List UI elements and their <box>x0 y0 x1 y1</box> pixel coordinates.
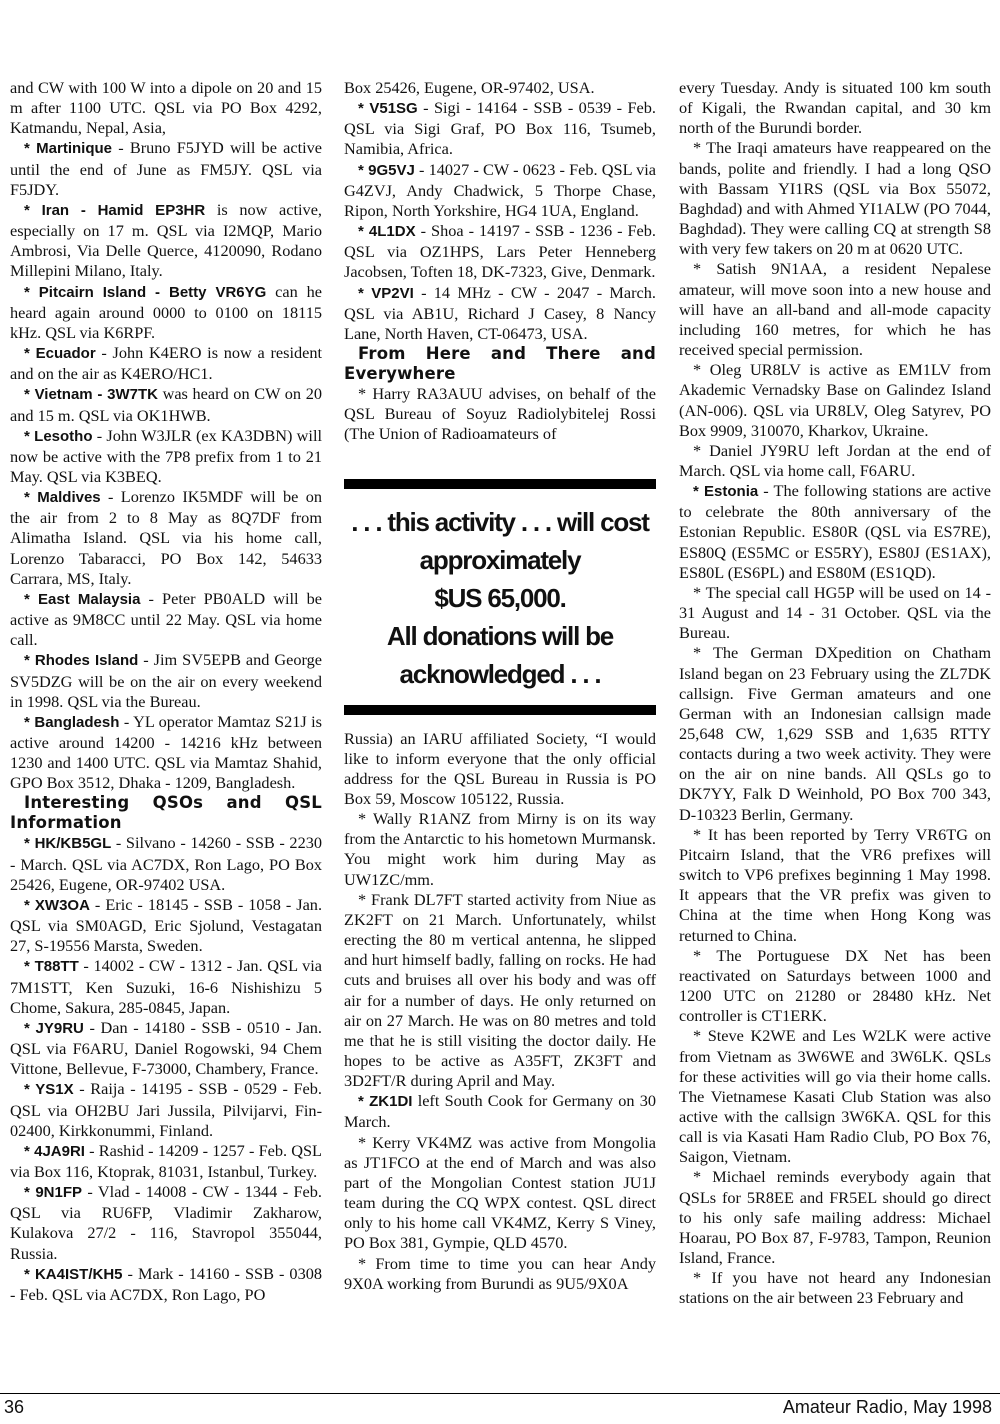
paragraph <box>344 1091 656 1132</box>
paragraph <box>10 712 322 794</box>
paragraph <box>679 441 991 481</box>
pull-quote-line-4: All donations will be <box>386 620 614 651</box>
entry-text: was heard on CW on 20 and 15 m. QSL via OK1HWB. <box>10 384 322 425</box>
entry-text: * Harry RA3AUU advises, on behalf of the QSL Bureau of Soyuz Radiolybitelej Rossi (The Union of Radioamateurs of <box>344 384 656 444</box>
column-2-bottom <box>344 729 656 1294</box>
paragraph <box>679 946 991 1027</box>
paragraph <box>10 956 322 1017</box>
entry-text: - Bruno F5JYD will be active until the end of June as FM5JY. QSL via F5JDY. <box>10 138 322 199</box>
entry-lead: * Vietnam - 3W7TK <box>24 386 158 404</box>
entry-lead: * Iran - Hamid EP3HR <box>24 201 206 219</box>
entry-text: - 14027 - CW - 0623 - Feb. QSL via G4ZVJ, Andy Chadwick, 5 Thorpe Chase, Ripon, North Yorkshire, HG4 1UA, England. <box>344 159 656 220</box>
paragraph <box>679 138 991 259</box>
paragraph <box>679 481 991 583</box>
entry-text: is now active, especially on 17 m. QSL via I2MQP, Mario Ambrosi, Via Delle Querce, 4120090, Rodano Millepini Milano, Italy. <box>10 199 322 281</box>
entry-lead: * Estonia <box>693 483 759 501</box>
column-2 <box>344 78 656 1294</box>
paragraph <box>10 426 322 487</box>
entry-text: * Kerry VK4MZ was active from Mongolia as JT1FCO at the end of March and was also part of the Mongolian Contest station JU1J team during the CQ WPX contest. QSL direct only to his home call VK4MZ, Kerry S Viney, PO Box 381, Gympie, QLD 4570. <box>344 1132 656 1253</box>
paragraph <box>679 643 991 824</box>
entry-text: - Peter PB0ALD will be active as 9M8CC until 22 May. QSL via home call. <box>10 588 323 650</box>
entry-lead: * 9N1FP <box>24 1184 83 1202</box>
entry-text: - Raija - 14195 - SSB - 0529 - Feb. QSL via OH2BU Jari Jussila, Pilvijarvi, Fin-02400, Kirkkonummi, Finland. <box>10 1079 322 1140</box>
paragraph <box>10 1264 322 1305</box>
entry-text: * The special call HG5P will be used on 14 - 31 August and 14 - 31 October. QSL via the Bureau. <box>679 582 991 643</box>
entry-text: - The following stations are active to celebrate the 80th anniversary of the Estonian Republic. ES80R (QSL via ES7RE), ES80Q (ES5MC or ES5RY), ES80J (ES1AX), ES80L (ES6PL) and ES80M (ES1QD). <box>679 481 991 582</box>
entry-text: * The Iraqi amateurs have reappeared on the bands, polite and friendly. I had a long QSO with Bassam YI1RS (QSL via Box 55072, Baghdad) and with Ahmed YI1ALW (PO 7044, Baghdad). They were calling CQ at strength S8 with very few takers on 20 m at 0620 UTC. <box>679 138 991 259</box>
entry-lead: * 4JA9RI <box>24 1142 85 1160</box>
pull-quote-line-1: . . . this activity . . . will cost <box>351 506 649 537</box>
entry-lead: * V51SG <box>358 100 418 118</box>
column-1 <box>10 78 322 1305</box>
entry-text: - Dan - 14180 - SSB - 0510 - Jan. QSL via F6ARU, Daniel Rogowski, 94 Chem Vittone, Bellevue, F-73000, Chambery, France. <box>10 1017 323 1079</box>
entry-lead: * YS1X <box>24 1081 74 1099</box>
entry-lead: * ZK1DI <box>358 1093 413 1111</box>
entry-text: can he heard again around 0000 to 0100 on 18115 kHz. QSL via K6RPF. <box>10 281 322 342</box>
entry-lead: * XW3OA <box>24 896 90 914</box>
entry-text: * Frank DL7FT started activity from Niue as ZK2FT on 21 March. Unfortunately, whilst erecting the 80 m vertical antenna, he slipped and hurt himself badly, falling on rocks. He had cuts and bruises all over his body and was off air for a number of days. He only returned on air on 27 March. He was on 80 metres and told me that he is still visiting the doctor daily. He hopes to be active as A35FT, ZK3FT and 3D2FT/R during April and May. <box>344 889 656 1091</box>
entry-lead: * East Malaysia <box>24 590 141 608</box>
paragraph <box>344 729 656 810</box>
paragraph <box>10 1018 322 1079</box>
paragraph <box>344 809 656 890</box>
entry-lead: * Rhodes Island <box>24 652 139 670</box>
paragraph <box>344 890 656 1092</box>
paragraph <box>679 1167 991 1268</box>
entry-text: - YL operator Mamtaz S21J is active around 14200 - 14216 kHz between 1230 and 1400 UTC. QSL via Mamtaz Shahid, GPO Box 3512, Dhaka - 1209, Bangladesh. <box>10 711 322 793</box>
entry-text: * If you have not heard any Indonesian stations on the air between 23 February and <box>679 1268 991 1308</box>
entry-text: * Satish 9N1AA, a resident Nepalese amateur, will move soon into a new house and will have an all-band and all-mode capacity including 160 metres, for which he has received special permission. <box>679 259 991 360</box>
paragraph <box>344 384 656 444</box>
entry-lead: * Lesotho <box>24 427 93 445</box>
entry-lead: * T88TT <box>24 958 79 976</box>
entry-text: * Wally R1ANZ from Mirny is on its way from the Antarctic to his hometown Murmansk. You might work him during May as UW1ZC/mm. <box>344 809 656 889</box>
entry-lead: * HK/KB5GL <box>24 835 112 853</box>
paragraph <box>10 650 322 711</box>
paragraph <box>10 1079 322 1140</box>
entry-text: - Shoa - 14197 - SSB - 1236 - Feb. QSL via OZ1HPS, Lars Peter Henneberg Jacobsen, Toften 18, DK-7323, Give, Denmark. <box>344 221 656 282</box>
entry-text: - Silvano - 14260 - SSB - 2230 - March. QSL via AC7DX, Ron Lago, PO Box 25426, Eugene, OR-97402 USA. <box>10 833 322 894</box>
paragraph <box>344 221 656 282</box>
entry-text: Russia) an IARU affiliated Society, “I would like to inform everyone that the only official address for the QSL Bureau in Russia is PO Box 59, Moscow 105122, Russia. <box>344 728 656 808</box>
entry-lead: * Bangladesh <box>24 713 120 731</box>
entry-text: - John K4ERO is now a resident and on the air as K4ERO/HC1. <box>10 343 322 384</box>
paragraph <box>679 583 991 643</box>
entry-text: every Tuesday. Andy is situated 100 km south of Kigali, the Rwandan capital, and 30 km north of the Burundi border. <box>679 78 991 138</box>
entry-text: * From time to time you can hear Andy 9X0A working from Burundi as 9U5/9X0A <box>344 1253 656 1293</box>
entry-lead: * Ecuador <box>24 345 96 363</box>
paragraph <box>679 1268 991 1308</box>
entry-text: - 14002 - CW - 1312 - Jan. QSL via 7M1STT, Ken Suzuki, 16-6 Nishishizu 5 Chome, Sakura, 285-0845, Japan. <box>10 956 322 1017</box>
footer-rule <box>0 1393 1000 1394</box>
entry-text: - Sigi - 14164 - SSB - 0539 - Feb. QSL via Sigi Graf, PO Box 116, Tsumeb, Namibia, Africa. <box>344 98 656 159</box>
magazine-footer: Amateur Radio, May 1998 <box>782 1397 992 1417</box>
entry-text: * Daniel JY9RU left Jordan at the end of March. QSL via home call, F6ARU. <box>679 440 991 480</box>
pull-quote-box <box>344 479 656 715</box>
entry-text: - Lorenzo IK5MDF will be on the air from 2 to 8 May as 8Q7DF from Alimatha Island. QSL via his home call, Lorenzo Tabaracci, PO Box 142, 54633 Carrara, MS, Italy. <box>10 487 323 588</box>
paragraph <box>10 833 322 894</box>
paragraph <box>10 78 322 138</box>
paragraph <box>679 360 991 441</box>
entry-text: * It has been reported by Terry VR6TG on Pitcairn Island, that the VR6 prefixes will switch to VP6 prefixes beginning 1 May 1998. It appears that the VR prefix was given to China at the time when Hong Kong was returned to China. <box>679 824 991 945</box>
entry-text: * Steve K2WE and Les W2LK were active from Vietnam as 3W6WE and 3W6LK. QSLs for these activities will go via their home calls. The Vietnamese Kasati Club Station was also active with the callsign 3W6KA. QSL for this call is via Kasati Ham Radio Club, PO Box 76, Saigon, Vietnam. <box>679 1026 991 1167</box>
entry-text: - Eric - 18145 - SSB - 1058 - Jan. QSL via SM0AGD, Eric Sjolund, Vestagatan 27, S-19556 Marsta, Sweden. <box>10 894 323 956</box>
paragraph <box>679 259 991 360</box>
section-heading: From Here and There and Everywhere <box>344 344 656 384</box>
column-3 <box>679 78 991 1309</box>
paragraph <box>344 98 656 159</box>
paragraph <box>679 1026 991 1167</box>
entry-text: - Vlad - 14008 - CW - 1344 - Feb. QSL via RU6FP, Vladimir Zakharow, Kulakova 27/2 - 116, Stavropol 355044, Russia. <box>10 1182 322 1263</box>
paragraph <box>10 1182 322 1264</box>
paragraph <box>10 895 322 956</box>
entry-text: Box 25426, Eugene, OR-97402, USA. <box>344 78 595 97</box>
paragraph <box>10 200 322 282</box>
pull-quote-line-5: acknowledged . . . <box>399 658 601 689</box>
paragraph <box>344 283 656 344</box>
entry-text: and CW with 100 W into a dipole on 20 and 15 m after 1100 UTC. QSL via PO Box 4292, Katmandu, Nepal, Asia, <box>10 78 322 138</box>
paragraph <box>679 78 991 138</box>
entry-text: left South Cook for Germany on 30 March. <box>344 1091 657 1132</box>
page-number: 36 <box>4 1397 25 1417</box>
entry-text: - Mark - 14160 - SSB - 0308 - Feb. QSL via AC7DX, Ron Lago, PO <box>10 1263 322 1304</box>
entry-text: * Oleg UR8LV is active as EM1LV from Akademic Vernadsky Base on Galindez Island (AN-006). QSL via UR8LV, Oleg Satyrev, PO Box 9909, 310070, Kharkov, Ukraine. <box>679 360 991 440</box>
entry-lead: * JY9RU <box>24 1019 84 1037</box>
entry-lead: * Martinique <box>24 140 112 158</box>
entry-lead: * Pitcairn Island - Betty VR6YG <box>24 283 267 301</box>
entry-text: - Jim SV5EPB and George SV5DZG will be on the air on every weekend in 1998. QSL via the Bureau. <box>10 650 322 711</box>
entry-lead: * 9G5VJ <box>358 161 415 179</box>
paragraph <box>10 282 322 343</box>
pull-quote-line-3: $US 65,000. <box>434 582 566 613</box>
entry-lead: * KA4IST/KH5 <box>24 1265 123 1283</box>
paragraph <box>10 487 322 589</box>
entry-text: - 14 MHz - CW - 2047 - March. QSL via AB1U, Richard J Casey, 8 Nancy Lane, North Haven, CT-06473, USA. <box>344 282 656 343</box>
paragraph <box>10 138 322 199</box>
paragraph <box>344 160 656 221</box>
column-2-top <box>344 78 656 445</box>
entry-text: * Michael reminds everybody again that QSLs for 5R8EE and FR5EL should go direct to his only safe mailing address: Michael Hoarau, PO Box 87, F-9783, Tampon, Reunion Island, France. <box>679 1167 991 1268</box>
paragraph <box>10 384 322 425</box>
pull-quote-line-2: approximately <box>419 544 581 575</box>
paragraph <box>679 825 991 946</box>
paragraph <box>10 343 322 384</box>
entry-text: * The Portuguese DX Net has been reactivated on Saturdays between 1000 and 1200 UTC on 21280 or 28480 kHz. Net controller is CT1ERK. <box>679 945 991 1026</box>
paragraph <box>344 1254 656 1294</box>
paragraph <box>10 1141 322 1182</box>
entry-text: * The German DXpedition on Chatham Island began on 23 February using the ZL7DK callsign. Five German amateurs and one German with an Indonesian callsign made 25,648 CW, 1,629 SSB and 1,635 RTTY contacts during a two week activity. They were on the air on nine bands. All QSLs go to DK7YY, Falk D Weinhold, PO Box 700 343, D-10323 Berlin, Germany. <box>679 643 991 824</box>
entry-text: - Rashid - 14209 - 1257 - Feb. QSL via Box 116, Ktoprak, 81031, Istanbul, Turkey. <box>10 1140 323 1181</box>
entry-lead: * Maldives <box>24 489 101 507</box>
paragraph <box>10 589 322 650</box>
paragraph <box>344 78 656 98</box>
entry-lead: * VP2VI <box>358 284 414 302</box>
entry-text: - John W3JLR (ex KA3DBN) will now be active with the 7P8 prefix from 1 to 21 May. QSL via K3BEQ. <box>10 425 322 486</box>
entry-lead: * 4L1DX <box>358 223 416 241</box>
paragraph <box>344 1133 656 1254</box>
section-heading: Interesting QSOs and QSL Information <box>10 793 322 833</box>
